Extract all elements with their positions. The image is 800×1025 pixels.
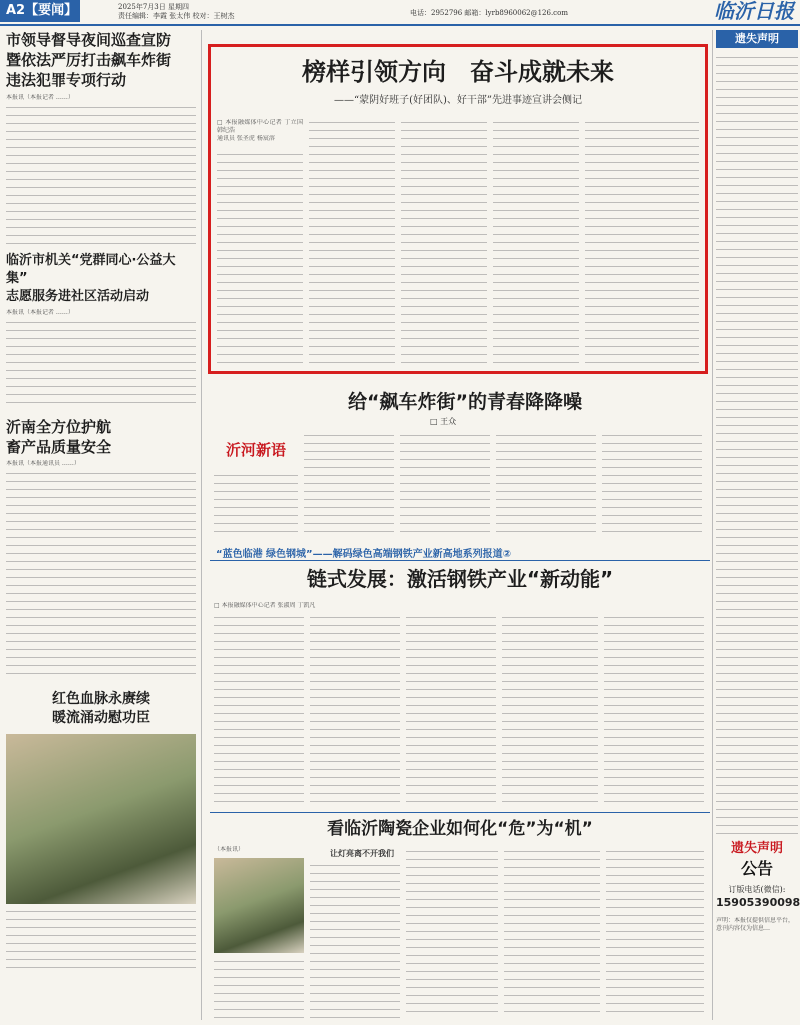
feature-title: 给“飙车炸街”的青春降降噪 [348,391,582,413]
steel-body-2 [310,614,400,804]
footer-title: 遗失声明 [730,841,783,856]
footer-subtitle: 公告 [740,859,773,878]
feature-body-1 [214,472,298,532]
classifieds-header [716,30,798,48]
steel-body-1 [214,614,304,804]
ceramics-body-1 [214,958,304,1018]
ceramics-photo [214,858,304,953]
series-banner-text: “蓝色临港 绿色钢城”——解码绿色高端钢铁产业新高地系列报道② [216,549,512,560]
lead-title: 榜样引领方向 奋斗成就未来 [302,58,614,86]
ceramics-rule [210,812,710,813]
header-contact: 电话：2952796 邮箱：lyrb8960062@126.com [410,9,568,17]
lead-byline: □ 本报融媒体中心记者 丁立国 韩纪浩 [217,119,303,134]
classifieds-list [716,54,798,834]
header-rule [0,24,800,26]
story4-title [6,690,196,728]
lead-reporter: 通讯员 张圣虎 杨宸溶 [217,135,275,142]
lead-body-col4 [493,119,579,366]
story1-title-line1: 市领导督导夜间巡查宣防 [6,31,172,49]
lead-body-col2 [309,119,395,366]
steel-byline: □ 本报融媒体中心记者 张淑周 丁凯凡 [214,602,316,609]
lead-body-col5 [585,119,699,366]
section-label: A2【要闻】 [6,3,78,18]
header-editors: 责任编辑：李霞 张太伟 校对：王树杰 [118,12,235,20]
feature-author: □ 王众 [430,417,457,426]
ceramics-body-2 [310,862,400,1018]
section-tag [0,0,80,22]
story4-title-line2: 暖流涌动慰功臣 [52,710,150,726]
story2-body [6,319,196,409]
phone-label: 订版电话(微信): [728,885,786,894]
feature-body-5 [602,432,702,532]
lead-subtitle: ——“蒙阴好班子(好团队)、好干部”先进事迹宣讲会侧记 [333,95,583,106]
story3-title-line1: 沂南全方位护航 [6,418,112,436]
phone-number: 15905390098 [716,896,800,909]
story3-title-line2: 畜产品质量安全 [6,438,112,456]
story2-title-line2: 志愿服务进社区活动启动 [6,289,150,304]
story3-title [6,417,196,457]
column-logo: 沂河新语 [225,441,286,459]
story2-byline: 本报讯（本报记者 ……） [6,309,74,316]
footer-note: 声明：本报仅提供信息平台，意刊内容仅为信息… [716,917,795,932]
story2-title-line1: 临沂市机关“党群同心·公益大集” [6,253,176,286]
ceramics-title: 看临沂陶瓷企业如何化“危”为“机” [327,819,593,839]
steel-body-5 [604,614,704,804]
right-divider [712,30,713,1020]
masthead-logo: 临沂日报 [714,0,794,23]
series-banner [210,542,710,561]
story1-title-line3: 违法犯罪专项行动 [6,71,127,89]
left-column [6,30,196,1020]
left-divider [201,30,202,1020]
ceramics-body-3 [406,848,498,1018]
feature-body-4 [496,432,596,532]
classifieds-title: 遗失声明 [735,32,779,45]
classifieds-footer [716,840,798,1020]
ceramics-body-5 [606,848,704,1018]
story2-title [6,252,196,306]
story3-body [6,470,196,680]
story4-caption [6,908,196,968]
steel-body-3 [406,614,496,804]
ceramics-byline: （本报讯） [214,846,245,853]
story3-byline: 本报讯（本报通讯员 ……） [6,460,80,467]
steel-body-4 [502,614,598,804]
lead-body-col1 [217,151,303,366]
story1-byline: 本报讯（本报记者 ……） [6,94,74,101]
ceramics-body-4 [504,848,600,1018]
lead-story-box [208,44,708,374]
steel-title: 链式发展：激活钢铁产业“新动能” [306,567,614,591]
feature-body-2 [304,432,394,532]
ceramics-subhead: 让灯亮离不开我们 [330,848,394,858]
header-date: 2025年7月3日 星期四 [118,3,189,11]
story1-title [6,30,196,90]
story4-title-line1: 红色血脉永赓续 [52,691,150,707]
feature-body-3 [400,432,490,532]
story1-title-line2: 暨依法严厉打击飙车炸街 [6,51,172,69]
lead-body-col3 [401,119,487,366]
veteran-photo [6,734,196,904]
story1-body [6,104,196,244]
